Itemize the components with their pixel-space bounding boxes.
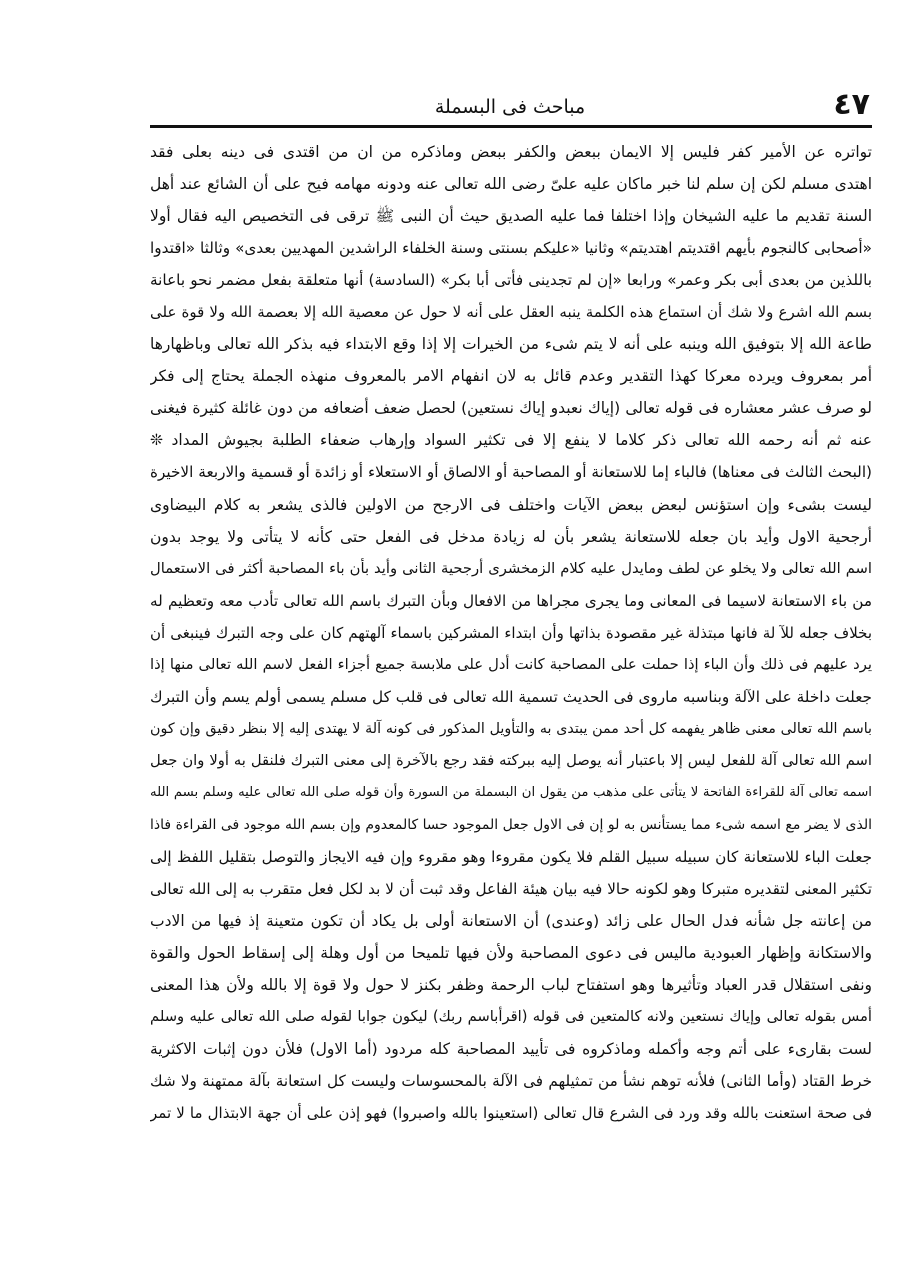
text-line: أرجحية الاول وأيد بان جعله للاستعانة يشعر بأن له زيادة مدخل فى الفعل حتى كأنه لا يتأتى ولا يوجد بدون	[150, 527, 872, 546]
text-line: تواتره عن الأمير كفر فليس إلا الايمان ببعض والكفر ببعض وماذكره من ان من اقتدى فى دينه بعلى فقد	[150, 143, 872, 161]
page-number: ٤٧	[833, 87, 870, 122]
text-line: السنة تقديم ما عليه الشيخان وإذا اختلفا فما عليه الصديق حيث أن النبى ﷺ ترقى فى التخصيص اليه فقال أولا	[150, 207, 872, 226]
text-line: من باء الاستعانة لاسيما فى المعانى وما يجرى مجراها من الافعال وبأن التبرك باسم الله تعالى تأدب معه وتعظيم له	[150, 591, 872, 610]
text-line: باسم الله تعالى معنى ظاهر يفهمه كل أحد ممن يبتدى به والتأويل المذكور فى كونه آلة لا يهتدى إليه إلا بنظر دقيق وإن كون	[150, 720, 872, 737]
text-line: فى صحة استعنت بالله وقد ورد فى الشرع قال تعالى (استعينوا بالله واصبروا) فهو إذن على أن جهة الابتذال ما لا تمر	[150, 1104, 872, 1123]
text-line: اهتدى مسلم لكن إن سلم لنا خبر ماكان عليه علىّ رضى الله تعالى عنه ودونه مهامه فيح على أن الشائع عند أهل	[150, 175, 872, 194]
text-line: تكثير المعنى لتقديره متبركا وهو لكونه حالا فيه بيان هيئة الفاعل وقد ثبت أن لا بد لكل فعل متقرب به إلى الله تعالى	[150, 880, 872, 899]
text-line: بسم الله اشرع ولا شك أن استماع هذه الكلمة ينبه العقل على أنه لا حول عن معصية الله إلا بعصمة الله ولا قوة على	[150, 303, 872, 322]
text-line: الذى لا يضر مع اسمه شىء مما يستأنس به لو إن فى الاول جعل الموجود حسا كالمعدوم وإن بسم الله موجود فى القراءة فاذا	[150, 816, 872, 833]
text-line: اسمه تعالى آلة للقراءة الفاتحة لا يتأتى على مذهب من يقول ان البسملة من السورة وأن قوله صلى الله تعالى عليه وسلم بسم الله	[150, 784, 872, 800]
text-line: يرد عليهم فى ذلك وأن الباء إذا حملت على المصاحبة كانت أدل على ملابسة جميع أجزاء الفعل لاسم الله تعالى منها إذا	[150, 655, 872, 673]
text-line: «أصحابى كالنجوم بأيهم اقتديتم اهتديتم» وثانيا «عليكم بسنتى وسنة الخلفاء الراشدين المهديين بعدى» وثالثا «اقتدوا	[150, 239, 872, 258]
text-line: ونفى استقلال قدر العباد وتأثيرها وهو استفتاح لباب الرحمة وظفر بكنز لا حول ولا قوة إلا بالله ولأن هذا المعنى	[150, 976, 872, 995]
text-line: (البحث الثالث فى معناها) فالباء إما للاستعانة أو المصاحبة أو الالصاق أو الاستعلاء أو زائدة أو قسمية والاربعة الاخيرة	[150, 463, 872, 482]
text-line: أمر بمعروف ويرده معركا كهذا التقدير وعدم قائل به لان انفهام الامر بالمعروف منهذه الجملة يحتاج إلى فكر	[150, 367, 872, 386]
text-line: عنه ثم أنه رحمه الله تعالى ذكر كلاما لا ينفع إلا فى تكثير السواد وإرهاب ضعفاء الطلبة بجيوش المداد ❊	[150, 431, 872, 450]
text-line: لو صرف عشر معشاره فى قوله تعالى (إياك نعبدو إياك نستعين) لحصل ضعف أضعافه من دون غائلة كثيرة فيغنى	[150, 399, 872, 418]
text-line: ليست بشىء وإن استؤنس لبعض ببعض الآيات واختلف فى الارجح من الاولين فالذى يشعر به كلام البيضاوى	[150, 495, 872, 514]
text-line: لست بقارىء على أتم وجه وأكمله وماذكروه فى تأييد المصاحبة كله مردود (أما الاول) فلأن دون إثبات الاكثرية	[150, 1040, 872, 1059]
text-line: من إعانته جل شأنه فدل الحال على زائد (وعندى) أن الاستعانة أولى بل يكاد أن تكون متعينة إذ فيها من الادب	[150, 912, 872, 931]
text-line: اسم الله تعالى آلة للفعل ليس إلا باعتبار أنه يوصل إليه ببركته فقد رجع بالآخرة إلى معنى التبرك فلنقل به أولا وان جعل	[150, 751, 872, 769]
text-line: جعلت داخلة على الآلة وبناسبه ماروى فى الحديث تسمية الله تعالى فى قلب كل مسلم يسمى أولم يسم وأن التبرك	[150, 687, 872, 706]
text-line: باللذين من بعدى أبى بكر وعمر» ورابعا «إن لم تجدينى فأتى أبا بكر» (السادسة) أنها متعلقة بفعل مضمر نحو باعانة	[150, 271, 872, 290]
header-rule	[150, 125, 872, 128]
text-line: والاستكانة وإظهار العبودية ماليس فى دعوى المصاحبة ولأن فيها تلميحا من أول وهلة إلى إسقاط الحول والقوة	[150, 944, 872, 963]
text-line: جعلت الباء للاستعانة كان سبيله سبيل القلم فلا يكون مقروءا وهو مقروء وإن فيه الايجاز والتوصل بتقليل اللفظ إلى	[150, 848, 872, 867]
text-line: بخلاف جعله للآ لة فانها مبتذلة غير مقصودة بذاتها وأن ابتداء المشركين باسماء آلهتهم كان على وجه التبرك فينبغى أن	[150, 623, 872, 642]
text-line: خرط القتاد (وأما الثانى) فلأنه توهم نشأ من تمثيلهم فى الآلة بالمحسوسات وليست كل استعانة بآلة ممتهنة ولا شك	[150, 1072, 872, 1091]
running-title: مباحث فى البسملة	[434, 96, 586, 118]
text-line: أمس بقوله تعالى وإياك نستعين ولانه كالمتعين فى قوله (اقرأباسم ربك) ليكون جوابا لقوله صلى الله تعالى عليه وسلم	[150, 1008, 872, 1026]
text-line: طاعة الله إلا بتوفيق الله وينبه على أنه لا يتم شىء من الخيرات إلا إذا وقع الابتداء فيه بذكر الله تعالى وباظهارها	[150, 335, 872, 354]
text-line: اسم الله تعالى ولا يخلو عن لطف ومايدل عليه كلام الزمخشرى أرجحية الثانى وأيد بأن باء المصاحبة أكثر فى الاستعمال	[150, 559, 872, 577]
body-text	[150, 136, 872, 1129]
page-header	[150, 88, 870, 126]
